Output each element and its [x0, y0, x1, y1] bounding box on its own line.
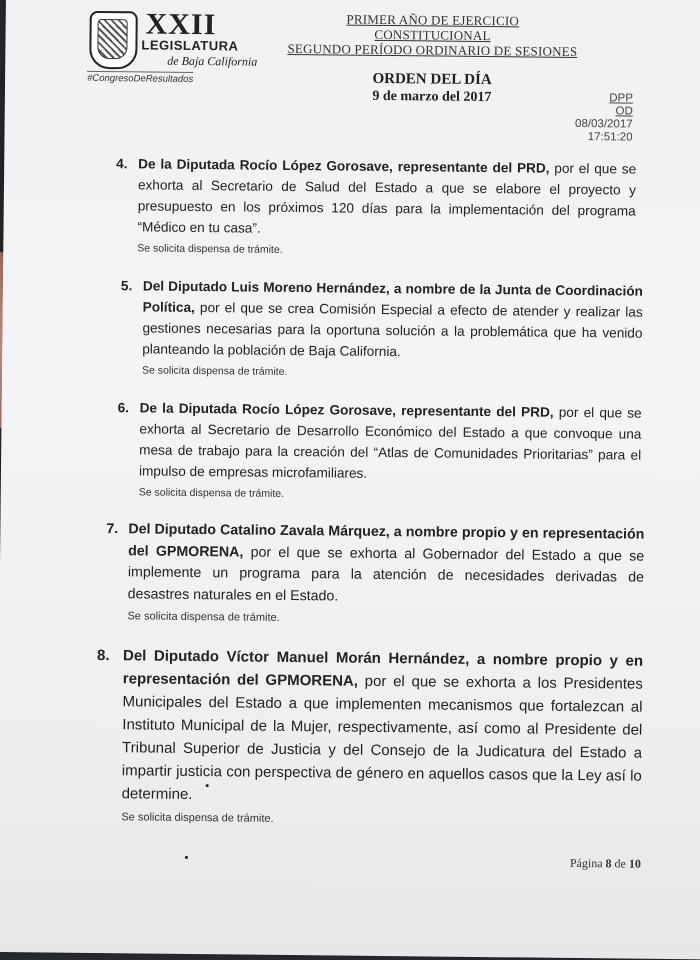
session-line-1: PRIMER AÑO DE EJERCICIO CONSTITUCIONAL: [346, 11, 520, 44]
session-line-2: SEGUNDO PERÍODO ORDINARIO DE SESIONES: [287, 40, 578, 59]
item-note: Se solicita dispensa de trámite.: [141, 364, 288, 378]
item-author: De la Diputada Rocío López Gorosave, representante del PRD,: [139, 400, 554, 420]
agenda-item: [116, 153, 637, 264]
item-text: por el que se exhorta al Secretario de Salud del Estado a que se elabore el proyecto y presupuesto en los próximos 120 días para la implementación del programa “Médico en tu casa”.: [137, 160, 637, 236]
item-number: 4.: [116, 156, 128, 172]
page-total: 10: [628, 856, 641, 871]
agenda-item: [117, 397, 642, 508]
state-seal-icon: [89, 11, 138, 69]
session-heading: [287, 11, 578, 107]
item-author: Del Diputado Víctor Manuel Morán Hernández, a nombre propio y en representación del GPMORENA,: [122, 646, 644, 690]
item-number: 8.: [96, 646, 110, 664]
item-text: por el que se exhorta al Secretario de Desarrollo Económico del Estado a que convoque una mesa de trabajo para la creación del “Atlas de Comunidades Prioritarias” para el impulso de empresas microfamiliares.: [138, 404, 642, 481]
document-id: [575, 92, 633, 145]
doc-date: 08/03/2017: [575, 117, 633, 131]
page-of: de: [614, 856, 626, 871]
document-date: 9 de marzo del 2017: [372, 88, 492, 106]
doc-time: 17:51:20: [587, 131, 633, 144]
page-label: Página: [569, 855, 603, 871]
legislature-number: XXII: [145, 7, 217, 42]
legislature-label: LEGISLATURA: [141, 37, 239, 54]
item-text: por el que se crea Comisión Especial a efecto de atender y realizar las gestiones necesarias para la oportuna solución a la problemática que ha venido planteando la población de Baja California.: [142, 299, 643, 360]
doc-code-2: OD: [615, 105, 633, 118]
item-author: Del Diputado Luis Moreno Hernández, a nombre de la Junta de Coordinación Política,: [142, 278, 643, 315]
agenda-item: [96, 644, 644, 834]
agenda-item: [120, 275, 643, 386]
item-number: 7.: [106, 521, 119, 538]
agenda-items: [96, 153, 654, 850]
ink-dot: [206, 784, 209, 787]
item-author: Del Diputado Catalino Zavala Márquez, a nombre propio y en representación del GPMORENA,: [128, 521, 645, 561]
state-label: de Baja California: [167, 53, 258, 69]
item-note: Se solicita dispensa de trámite.: [137, 242, 283, 256]
doc-code-1: DPP: [609, 92, 633, 105]
item-number: 5.: [120, 278, 133, 294]
item-note: Se solicita dispensa de trámite.: [121, 810, 274, 825]
page-number: [570, 856, 641, 872]
hashtag: #CongresoDeResultados: [87, 72, 194, 85]
item-text: por el que se exhorta al Gobernador del Estado a que se implemente un programa para la atención de necesidades derivadas de desastres naturales en el Estado.: [127, 544, 645, 605]
item-note: Se solicita dispensa de trámite.: [138, 486, 285, 500]
item-text: por el que se exhorta a los Presidentes Municipales del Estado a que implementen mecanismos que fortalezcan al Instituto Municipal de la Mujer, respectivamente, así como al Presidente del Tribunal Superior de Justicia y del Consejo de la Judicatura del Estado a impartir justicia con perspectiva de género en aquellos casos que la Ley así lo determine.: [121, 672, 643, 803]
item-author: De la Diputada Rocío López Gorosave, representante del PRD,: [138, 156, 550, 176]
document-title: ORDEN DEL DÍA: [372, 70, 492, 89]
item-number: 6.: [117, 400, 130, 416]
agenda-item: [106, 519, 645, 633]
item-note: Se solicita dispensa de trámite.: [127, 610, 280, 624]
page-current: 8: [605, 856, 612, 871]
ink-dot: [185, 856, 188, 859]
